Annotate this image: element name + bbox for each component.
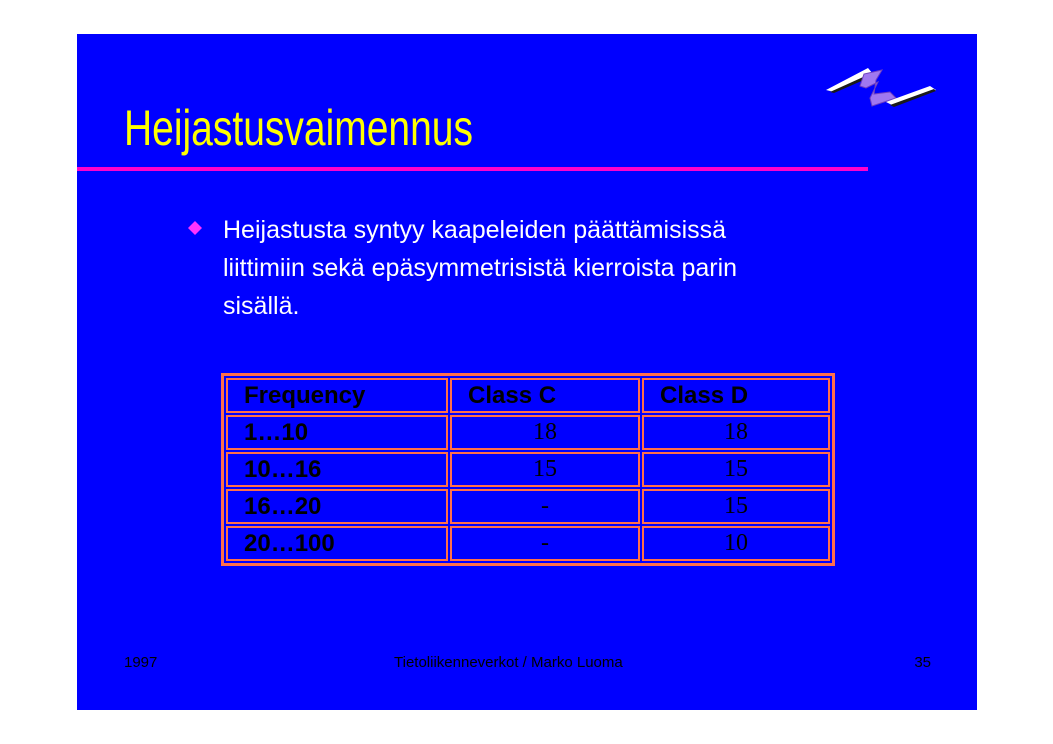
- cell-frequency: 1…10: [226, 415, 448, 450]
- cell-class-c: -: [450, 489, 640, 524]
- cell-frequency: 20…100: [226, 526, 448, 561]
- bullet-item: [187, 211, 807, 325]
- bullet-text: Heijastusta syntyy kaapeleiden päättämisissä liittimiin sekä epäsymmetrisistä kierroista parin sisällä.: [223, 216, 738, 320]
- footer-page-number: 35: [914, 654, 931, 671]
- lightning-z-logo-icon: [826, 60, 940, 110]
- header-class-d: Class D: [642, 378, 830, 413]
- table-row: [226, 526, 830, 561]
- cell-class-c: 15: [450, 452, 640, 487]
- frequency-table: [221, 373, 835, 566]
- slide: [77, 34, 977, 710]
- cell-class-d: 10: [642, 526, 830, 561]
- header-frequency: Frequency: [226, 378, 448, 413]
- title-underline: [77, 167, 868, 171]
- footer-year: 1997: [124, 654, 158, 671]
- cell-frequency: 16…20: [226, 489, 448, 524]
- table-row: [226, 452, 830, 487]
- footer-course-author: Tietoliikenneverkot / Marko Luoma: [394, 654, 623, 671]
- cell-class-d: 15: [642, 489, 830, 524]
- cell-frequency: 10…16: [226, 452, 448, 487]
- cell-class-d: 18: [642, 415, 830, 450]
- table-header-row: [226, 378, 830, 413]
- cell-class-c: 18: [450, 415, 640, 450]
- cell-class-d: 15: [642, 452, 830, 487]
- table-row: [226, 415, 830, 450]
- slide-title: Heijastusvaimennus: [124, 100, 474, 156]
- cell-class-c: -: [450, 526, 640, 561]
- diamond-bullet-icon: [187, 211, 223, 241]
- header-class-c: Class C: [450, 378, 640, 413]
- table-row: [226, 489, 830, 524]
